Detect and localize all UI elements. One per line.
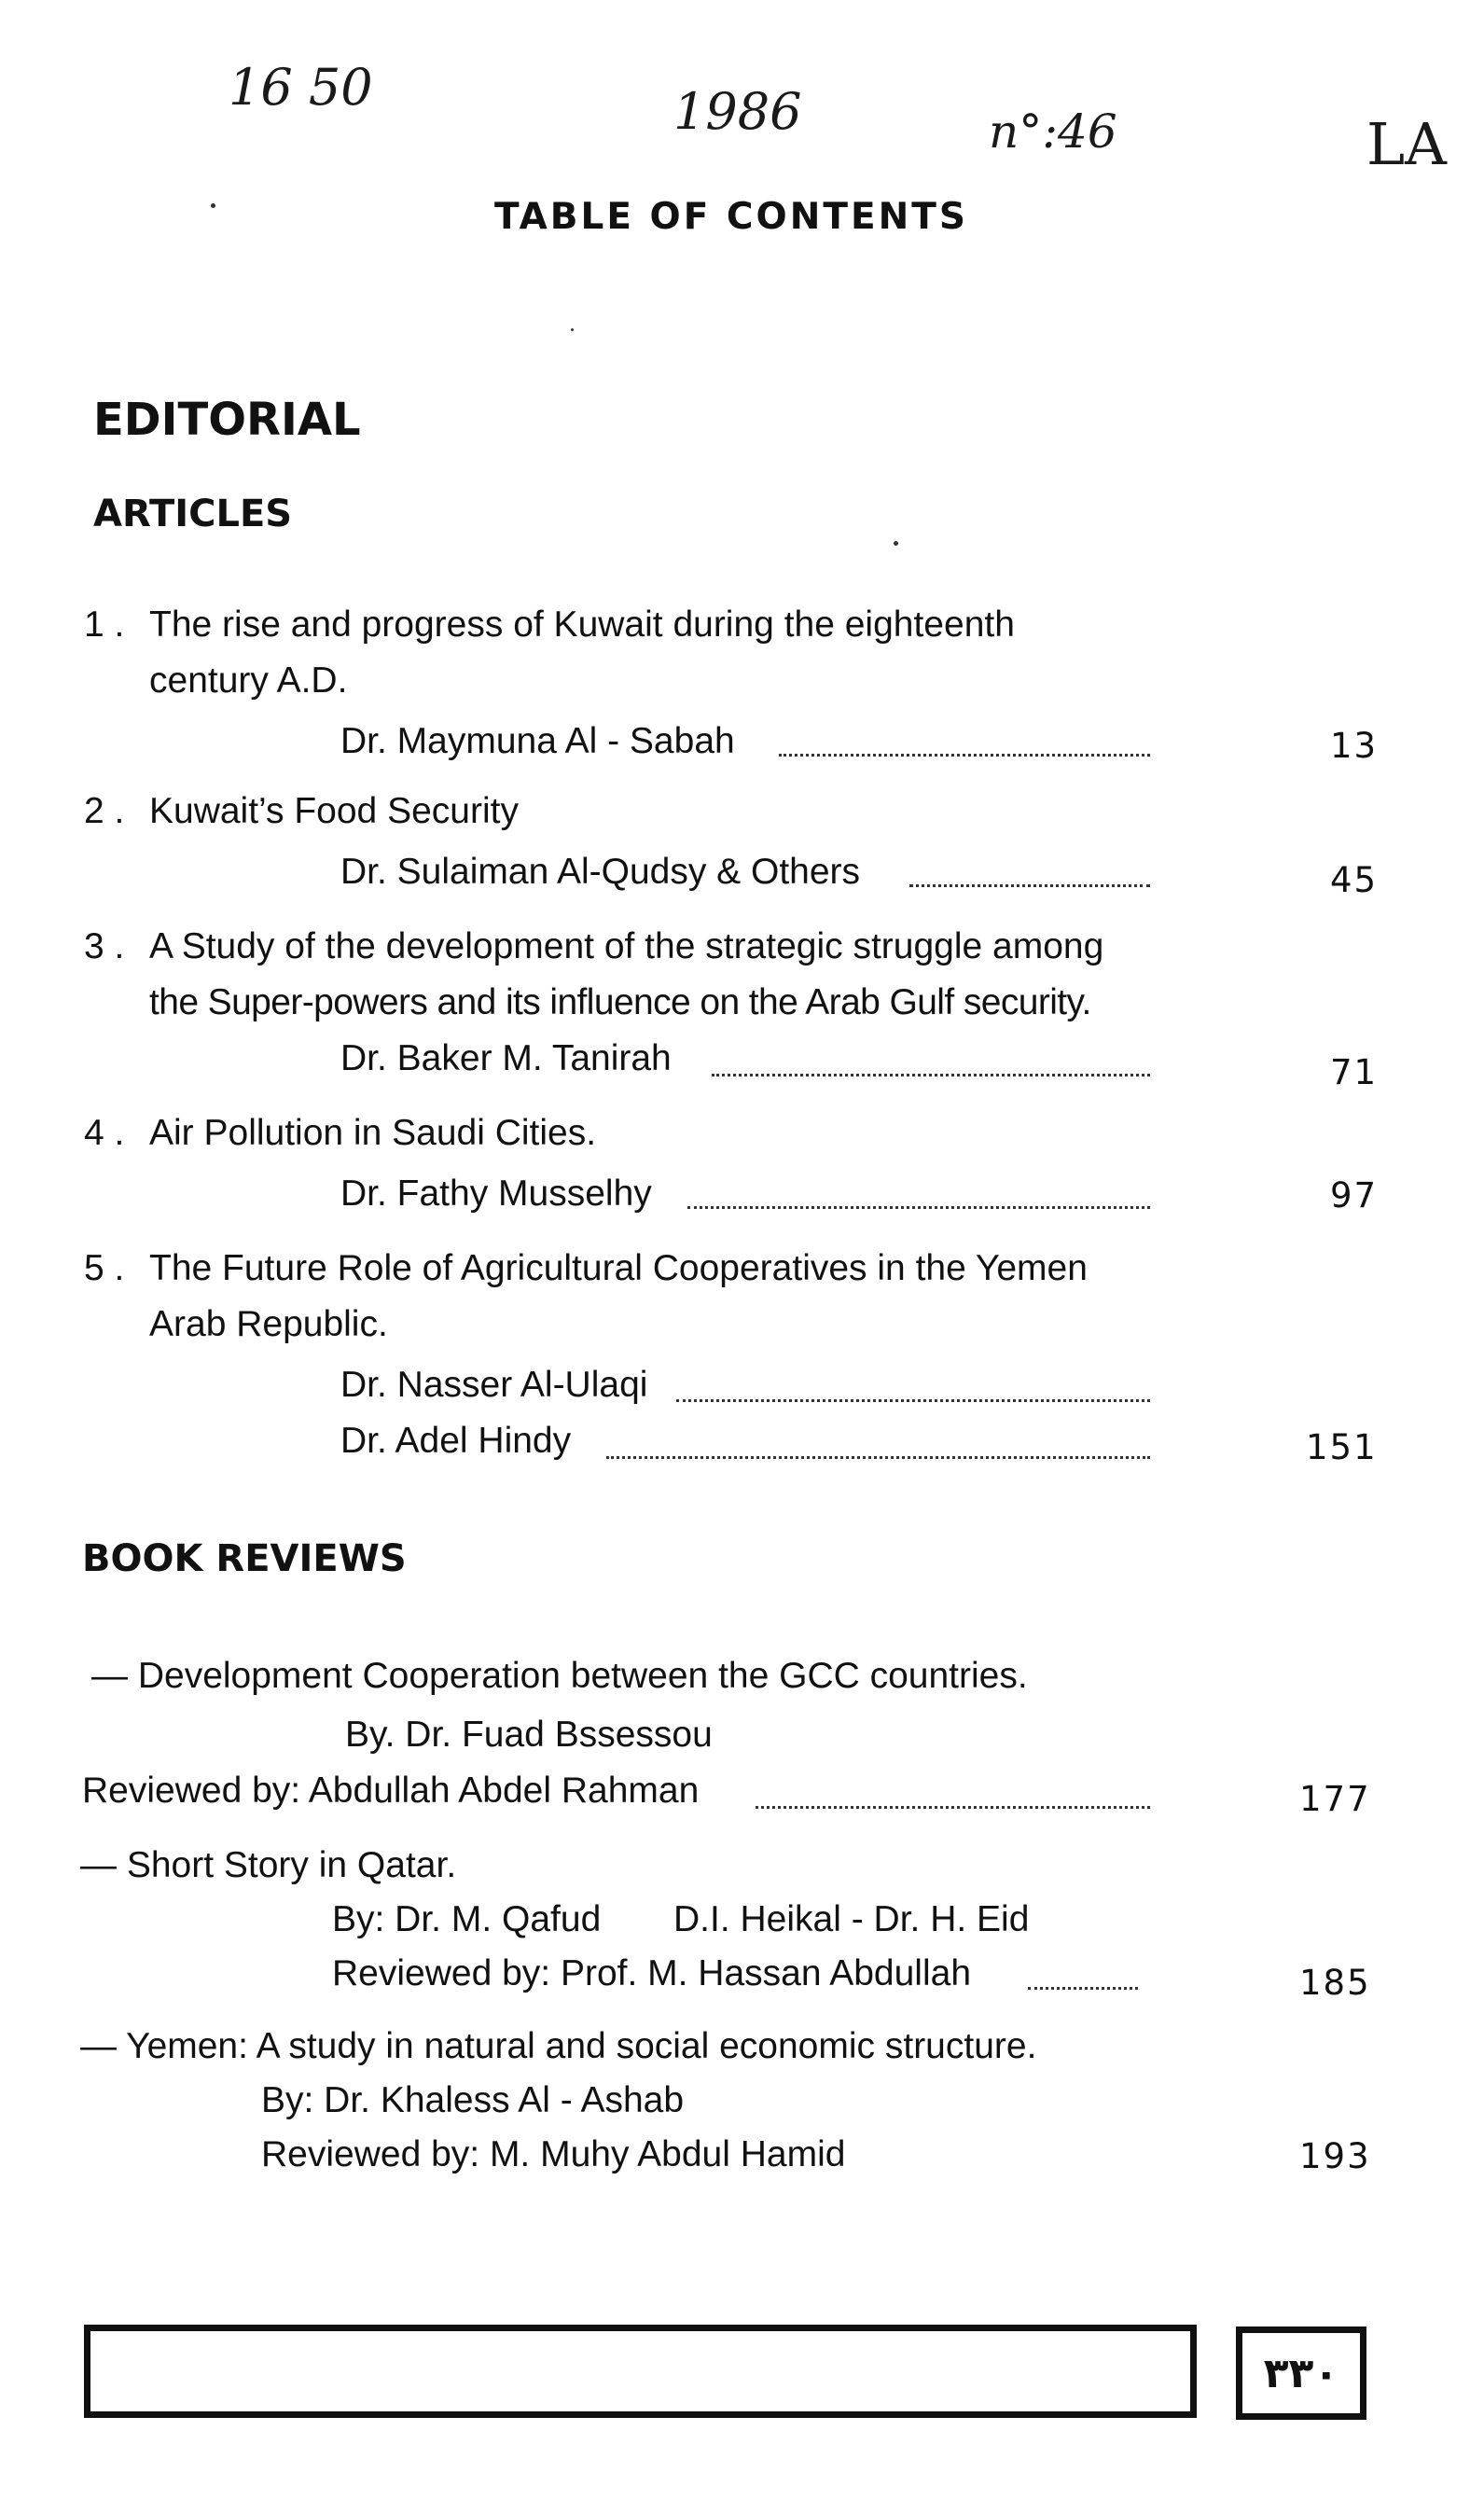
page-number: 13 bbox=[1330, 726, 1379, 766]
leader-dots bbox=[756, 1806, 1150, 1809]
editorial-heading: EDITORIAL bbox=[93, 394, 361, 446]
footer-page-number: ٣٣٠ bbox=[1263, 2349, 1339, 2397]
page-number: 45 bbox=[1330, 860, 1379, 900]
article-title-line: Kuwait’s Food Security bbox=[149, 791, 519, 831]
page-number: 193 bbox=[1299, 2136, 1371, 2176]
review-author: By: Dr. M. Qafud bbox=[332, 1899, 602, 1939]
review-coauthors: D.I. Heikal - Dr. H. Eid bbox=[673, 1899, 1030, 1939]
article-number: 5 . bbox=[84, 1248, 125, 1288]
article-title-line: century A.D. bbox=[149, 660, 348, 701]
review-reviewer: Reviewed by: M. Muhy Abdul Hamid bbox=[261, 2134, 846, 2174]
leader-dots bbox=[1028, 1987, 1138, 1990]
article-author: Dr. Nasser Al-Ulaqi bbox=[340, 1365, 648, 1405]
review-reviewer: Reviewed by: Abdullah Abdel Rahman bbox=[82, 1771, 700, 1811]
leader-dots bbox=[676, 1399, 1150, 1402]
review-author: By. Dr. Fuad Bssessou bbox=[345, 1715, 713, 1755]
articles-heading: ARTICLES bbox=[93, 493, 293, 535]
page-number: 71 bbox=[1330, 1052, 1379, 1092]
article-title-line: Air Pollution in Saudi Cities. bbox=[149, 1113, 597, 1153]
article-title-line: The Future Role of Agricultural Cooperatives in the Yemen bbox=[149, 1248, 1088, 1288]
leader-dots bbox=[712, 1074, 1150, 1076]
page-number: 177 bbox=[1299, 1779, 1371, 1819]
review-title: — Short Story in Qatar. bbox=[80, 1845, 457, 1885]
handwritten-year: 1986 bbox=[673, 82, 802, 141]
review-title: — Development Cooperation between the GCC countries. bbox=[91, 1656, 1028, 1696]
scan-speck bbox=[894, 541, 898, 546]
handwritten-mark: LA bbox=[1366, 110, 1447, 178]
scan-speck bbox=[211, 203, 215, 208]
leader-dots bbox=[779, 754, 1150, 757]
article-title-line: the Super-powers and its influence on the Arab Gulf security. bbox=[149, 982, 1091, 1022]
leader-dots bbox=[909, 884, 1150, 887]
leader-dots bbox=[606, 1456, 1150, 1459]
review-reviewer: Reviewed by: Prof. M. Hassan Abdullah bbox=[332, 1953, 972, 1993]
handwritten-issue: n°:46 bbox=[989, 104, 1117, 159]
article-title-line: The rise and progress of Kuwait during the eighteenth bbox=[149, 604, 1015, 645]
article-author: Dr. Sulaiman Al-Qudsy & Others bbox=[340, 852, 861, 892]
page-number: 151 bbox=[1306, 1427, 1378, 1467]
article-number: 4 . bbox=[84, 1113, 125, 1153]
article-author: Dr. Fathy Musselhy bbox=[340, 1174, 652, 1214]
article-author: Dr. Adel Hindy bbox=[340, 1421, 572, 1461]
article-author: Dr. Maymuna Al - Sabah bbox=[340, 721, 735, 761]
handwritten-reference: 16 50 bbox=[229, 58, 373, 117]
article-author: Dr. Baker M. Tanirah bbox=[340, 1038, 672, 1078]
book-reviews-heading: BOOK REVIEWS bbox=[82, 1537, 407, 1580]
review-title: — Yemen: A study in natural and social economic structure. bbox=[80, 2026, 1037, 2066]
footer-page-box bbox=[1236, 2326, 1366, 2420]
leader-dots bbox=[687, 1206, 1150, 1209]
footer-frame bbox=[84, 2325, 1197, 2418]
page-title: TABLE OF CONTENTS bbox=[494, 196, 968, 238]
article-number: 1 . bbox=[84, 604, 125, 645]
article-title-line: A Study of the development of the strategic struggle among bbox=[149, 926, 1104, 966]
review-author: By: Dr. Khaless Al - Ashab bbox=[261, 2080, 685, 2120]
article-number: 3 . bbox=[84, 926, 125, 966]
article-title-line: Arab Republic. bbox=[149, 1304, 388, 1344]
page-number: 185 bbox=[1299, 1963, 1371, 2003]
scan-speck bbox=[571, 328, 574, 331]
article-number: 2 . bbox=[84, 791, 125, 831]
page-number: 97 bbox=[1330, 1175, 1379, 1215]
